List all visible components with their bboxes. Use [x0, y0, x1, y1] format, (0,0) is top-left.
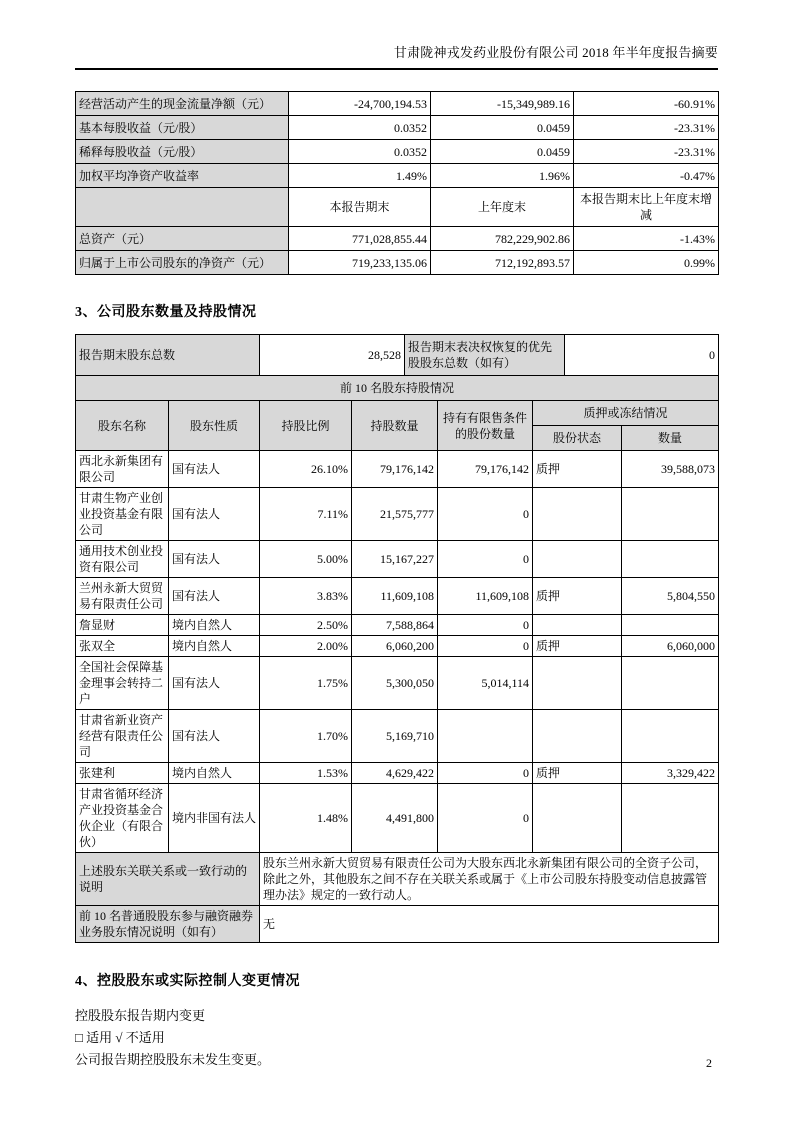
shareholder-ratio: 1.53% — [260, 763, 352, 784]
preferred-totals-value: 0 — [565, 335, 719, 376]
shareholder-shares: 5,169,710 — [352, 710, 438, 763]
shareholder-name: 西北永新集团有限公司 — [76, 451, 169, 488]
col-header-pledge-status: 股份状态 — [533, 426, 622, 451]
shareholder-type: 国有法人 — [169, 578, 260, 615]
shareholder-name: 张建利 — [76, 763, 169, 784]
col-header-current: 本报告期末 — [289, 188, 431, 227]
shareholder-row — [76, 763, 719, 784]
col-header-pledge-qty: 数量 — [622, 426, 719, 451]
shareholder-shares: 79,176,142 — [352, 451, 438, 488]
pledge-status: 质押 — [533, 636, 622, 657]
pledge-status — [533, 657, 622, 710]
shareholder-shares: 5,300,050 — [352, 657, 438, 710]
shareholder-ratio: 5.00% — [260, 541, 352, 578]
pledge-status — [533, 784, 622, 853]
pledge-qty: 3,329,422 — [622, 763, 719, 784]
pledge-status — [533, 541, 622, 578]
period-header-row — [76, 188, 719, 227]
preferred-totals-label: 报告期末表决权恢复的优先股股东总数（如有） — [405, 335, 565, 376]
pledge-qty — [622, 541, 719, 578]
note-row — [76, 853, 719, 906]
pledge-qty — [622, 784, 719, 853]
metric-change: -23.31% — [574, 140, 719, 164]
shareholder-row — [76, 578, 719, 615]
col-header-name: 股东名称 — [76, 401, 169, 451]
metric-label: 经营活动产生的现金流量净额（元） — [76, 92, 289, 116]
pledge-qty: 39,588,073 — [622, 451, 719, 488]
col-header-restricted: 持有有限售条件的股份数量 — [438, 401, 533, 451]
shareholder-type: 国有法人 — [169, 541, 260, 578]
metric-current: 1.49% — [289, 164, 431, 188]
shareholder-shares: 21,575,777 — [352, 488, 438, 541]
shareholder-restricted: 0 — [438, 488, 533, 541]
shareholder-type: 境内自然人 — [169, 636, 260, 657]
pledge-status: 质押 — [533, 451, 622, 488]
shareholder-row — [76, 636, 719, 657]
note-label: 前 10 名普通股股东参与融资融券业务股东情况说明（如有） — [76, 906, 260, 943]
metric-change: 0.99% — [574, 251, 719, 275]
metric-prior: 0.0459 — [431, 116, 574, 140]
shareholder-ratio: 2.00% — [260, 636, 352, 657]
columns-header-row — [76, 401, 719, 426]
shareholder-type: 境内自然人 — [169, 615, 260, 636]
metric-label: 归属于上市公司股东的净资产（元） — [76, 251, 289, 275]
page-number: 2 — [706, 1056, 712, 1070]
section4-body — [75, 1005, 718, 1071]
shareholder-shares: 7,588,864 — [352, 615, 438, 636]
table-row — [76, 227, 719, 251]
table-row — [76, 116, 719, 140]
col-header-pledge: 质押或冻结情况 — [533, 401, 719, 426]
metric-label: 加权平均净资产收益率 — [76, 164, 289, 188]
pledge-qty — [622, 657, 719, 710]
note-label: 上述股东关联关系或一致行动的说明 — [76, 853, 260, 906]
metric-current: -24,700,194.53 — [289, 92, 431, 116]
shareholder-restricted: 79,176,142 — [438, 451, 533, 488]
shareholder-shares: 4,491,800 — [352, 784, 438, 853]
shareholder-shares: 15,167,227 — [352, 541, 438, 578]
blank-cell — [76, 188, 289, 227]
shareholder-name: 全国社会保障基金理事会转持二户 — [76, 657, 169, 710]
table-row — [76, 92, 719, 116]
pledge-status — [533, 615, 622, 636]
pledge-status — [533, 488, 622, 541]
col-header-prior: 上年度末 — [431, 188, 574, 227]
shareholder-name: 甘肃省循环经济产业投资基金合伙企业（有限合伙） — [76, 784, 169, 853]
change-statement: 控股股东报告期内变更 — [75, 1008, 206, 1023]
no-change-statement: 公司报告期控股股东未发生变更。 — [75, 1052, 271, 1067]
col-header-ratio: 持股比例 — [260, 401, 352, 451]
totals-label: 报告期末股东总数 — [76, 335, 260, 376]
document-header: 甘肃陇神戎发药业股份有限公司 2018 年半年度报告摘要 — [75, 0, 718, 70]
table-row — [76, 251, 719, 275]
shareholder-shares: 4,629,422 — [352, 763, 438, 784]
metric-current: 0.0352 — [289, 140, 431, 164]
totals-value: 28,528 — [260, 335, 405, 376]
shareholder-restricted: 11,609,108 — [438, 578, 533, 615]
shareholder-type: 国有法人 — [169, 710, 260, 763]
top10-title: 前 10 名股东持股情况 — [76, 376, 719, 401]
shareholder-row — [76, 488, 719, 541]
shareholder-name: 甘肃省新业资产经营有限责任公司 — [76, 710, 169, 763]
shareholder-restricted: 0 — [438, 541, 533, 578]
shareholders-table — [75, 334, 719, 943]
shareholder-ratio: 1.75% — [260, 657, 352, 710]
shareholder-restricted: 0 — [438, 784, 533, 853]
metric-change: -0.47% — [574, 164, 719, 188]
shareholder-type: 境内非国有法人 — [169, 784, 260, 853]
shareholder-restricted: 0 — [438, 763, 533, 784]
metric-change: -60.91% — [574, 92, 719, 116]
pledge-qty — [622, 615, 719, 636]
note-content: 无 — [260, 906, 719, 943]
pledge-qty — [622, 488, 719, 541]
shareholder-restricted: 0 — [438, 636, 533, 657]
shareholder-type: 国有法人 — [169, 488, 260, 541]
shareholder-restricted: 0 — [438, 615, 533, 636]
shareholder-type: 境内自然人 — [169, 763, 260, 784]
shareholder-row — [76, 451, 719, 488]
shareholder-ratio: 26.10% — [260, 451, 352, 488]
shareholder-ratio: 1.48% — [260, 784, 352, 853]
pledge-status: 质押 — [533, 763, 622, 784]
metric-prior: 782,229,902.86 — [431, 227, 574, 251]
metric-prior: 1.96% — [431, 164, 574, 188]
shareholder-shares: 11,609,108 — [352, 578, 438, 615]
pledge-qty — [622, 710, 719, 763]
shareholder-row — [76, 615, 719, 636]
metric-label: 总资产（元） — [76, 227, 289, 251]
shareholder-row — [76, 541, 719, 578]
note-content: 股东兰州永新大贸贸易有限责任公司为大股东西北永新集团有限公司的全资子公司，除此之外，其他股东之间不存在关联关系或属于《上市公司股东持股变动信息披露管理办法》规定的一致行动人。 — [260, 853, 719, 906]
section3-title: 3、公司股东数量及持股情况 — [75, 305, 257, 320]
financial-summary-table — [75, 91, 719, 275]
note-row — [76, 906, 719, 943]
shareholder-ratio: 1.70% — [260, 710, 352, 763]
shareholder-restricted: 5,014,114 — [438, 657, 533, 710]
pledge-qty: 5,804,550 — [622, 578, 719, 615]
metric-current: 719,233,135.06 — [289, 251, 431, 275]
shareholder-name: 詹显财 — [76, 615, 169, 636]
col-header-type: 股东性质 — [169, 401, 260, 451]
shareholder-restricted — [438, 710, 533, 763]
pledge-status — [533, 710, 622, 763]
shareholder-ratio: 2.50% — [260, 615, 352, 636]
top10-title-row — [76, 376, 719, 401]
shareholder-row — [76, 657, 719, 710]
pledge-qty: 6,060,000 — [622, 636, 719, 657]
table-row — [76, 164, 719, 188]
metric-label: 稀释每股收益（元/股） — [76, 140, 289, 164]
metric-prior: 712,192,893.57 — [431, 251, 574, 275]
metric-change: -23.31% — [574, 116, 719, 140]
pledge-status: 质押 — [533, 578, 622, 615]
shareholder-name: 张双全 — [76, 636, 169, 657]
shareholder-type: 国有法人 — [169, 451, 260, 488]
shareholder-ratio: 7.11% — [260, 488, 352, 541]
shareholder-ratio: 3.83% — [260, 578, 352, 615]
shareholder-shares: 6,060,200 — [352, 636, 438, 657]
metric-current: 771,028,855.44 — [289, 227, 431, 251]
shareholder-row — [76, 710, 719, 763]
applicability-line: □ 适用 √ 不适用 — [75, 1030, 165, 1045]
table-row — [76, 140, 719, 164]
page-content — [75, 0, 718, 1071]
shareholder-name: 兰州永新大贸贸易有限责任公司 — [76, 578, 169, 615]
shareholder-row — [76, 784, 719, 853]
metric-label: 基本每股收益（元/股） — [76, 116, 289, 140]
section4-title: 4、控股股东或实际控制人变更情况 — [75, 974, 300, 989]
shareholder-name: 甘肃生物产业创业投资基金有限公司 — [76, 488, 169, 541]
metric-prior: 0.0459 — [431, 140, 574, 164]
metric-current: 0.0352 — [289, 116, 431, 140]
col-header-change: 本报告期末比上年度末增减 — [574, 188, 719, 227]
col-header-shares: 持股数量 — [352, 401, 438, 451]
metric-prior: -15,349,989.16 — [431, 92, 574, 116]
shareholder-name: 通用技术创业投资有限公司 — [76, 541, 169, 578]
metric-change: -1.43% — [574, 227, 719, 251]
shareholder-type: 国有法人 — [169, 657, 260, 710]
shareholder-totals-row — [76, 335, 719, 376]
